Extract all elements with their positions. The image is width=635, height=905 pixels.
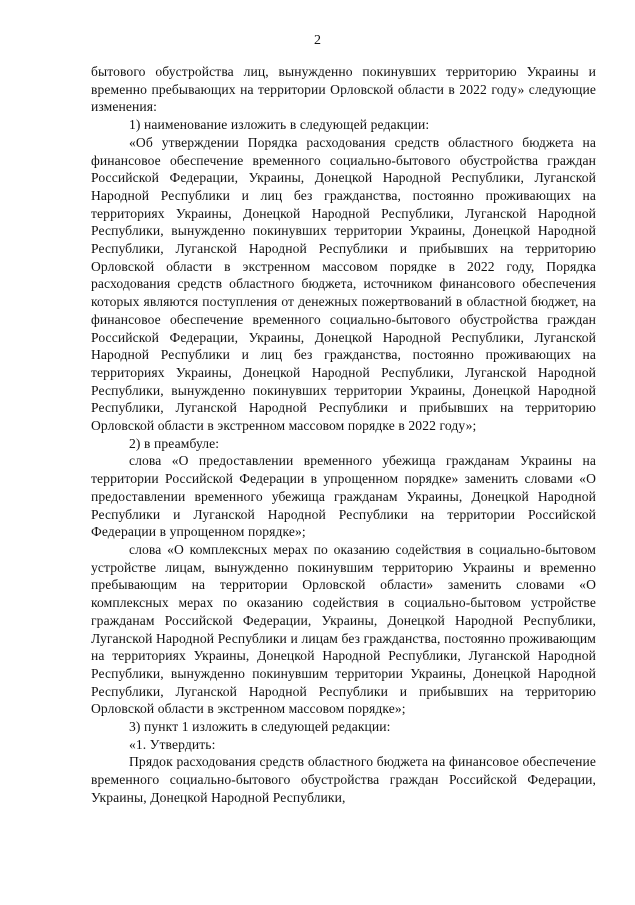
document-body	[91, 63, 596, 807]
paragraph-new-title: «Об утверждении Порядка расходования средств областного бюджета на финансовое обеспечение временного социально-бытового обустройства граждан Российской Федерации, Украины, Донецкой Народной Республики, Луганской Народной Республики и лиц без гражданства, постоянно проживающих на территориях Украины, Донецкой Народной Республики, Луганской Народной Республики, вынужденно покинувших территории Украины, Донецкой Народной Республики, Луганской Народной Республики и прибывших на территорию Орловской области в экстренном массовом порядке в 2022 году, Порядка расходования средств областного бюджета, источником финансового обеспечения которых являются поступления от денежных пожертвований в областной бюджет, на финансовое обеспечение временного социально-бытового обустройства граждан Российской Федерации, Украины, Донецкой Народной Республики, Луганской Народной Республики и лиц без гражданства, постоянно проживающих на территориях Украины, Донецкой Народной Республики, Луганской Народной Республики, вынужденно покинувших территории Украины, Донецкой Народной Республики, Луганской Народной Республики и прибывших на территорию Орловской области в экстренном массовом порядке в 2022 году»;	[91, 134, 596, 434]
paragraph-replace-words-1: слова «О предоставлении временного убежища гражданам Украины на территории Российской Федерации в упрощенном порядке» заменить словами «О предоставлении временного убежища гражданам Украины, Донецкой Народной Республики и Луганской Народной Республики на территории Российской Федерации в упрощенном порядке»;	[91, 453, 596, 540]
paragraph-continuation: бытового обустройства лиц, вынужденно покинувших территорию Украины и временно пребывающих на территории Орловской области в 2022 году» следующие изменения:	[91, 64, 596, 115]
paragraph-item-1: 1) наименование изложить в следующей редакции:	[129, 117, 430, 133]
paragraph-replace-words-2: слова «О комплексных мерах по оказанию содействия в социально-бытовом устройстве лицам, вынужденно покинувшим территорию Украины и временно пребывающим на территории Орловской области» заменить словами «О комплексных мерах по оказанию содействия в социально-бытовом устройстве гражданам Российской Федерации, Украины, Донецкой Народной Республики, Луганской Народной Республики и лицам без гражданства, постоянно проживающим на территориях Украины, Донецкой Народной Республики, Луганской Народной Республики, вынужденно покинувшим территории Украины, Донецкой Народной Республики, Луганской Народной Республики и прибывших на территорию Орловской области в экстренном массовом порядке»;	[91, 541, 596, 717]
paragraph-item-2: 2) в преамбуле:	[129, 435, 220, 451]
paragraph-approve: «1. Утвердить:	[129, 736, 216, 752]
paragraph-procedure: Прядок расходования средств областного бюджета на финансовое обеспечение временного социально-бытового обустройства граждан Российской Федерации, Украины, Донецкой Народной Республики,	[91, 754, 596, 805]
paragraph-item-3: 3) пункт 1 изложить в следующей редакции:	[129, 719, 391, 735]
page-number: 2	[314, 33, 321, 48]
